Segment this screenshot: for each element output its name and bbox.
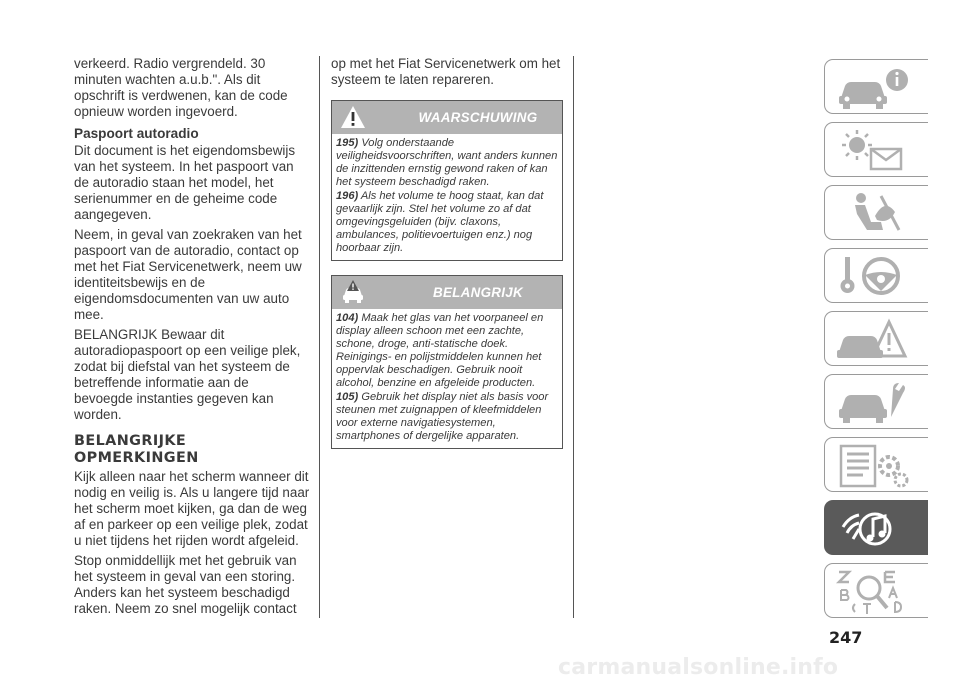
important-item — [336, 312, 559, 390]
key-steering-wheel-icon — [833, 253, 913, 300]
page-number: 247 — [829, 628, 863, 647]
important-item-text: Gebruik het display niet als basis voor steunen met zuignappen of kleefmiddelen voor externe navigatiesystemen, smartphones of dergelijke apparaten. — [336, 391, 549, 442]
car-emergency-icon — [833, 316, 913, 363]
technical-data-icon — [833, 442, 913, 489]
warning-box-body — [332, 134, 562, 260]
heading-important-notes: BELANGRIJKE OPMERKINGEN — [74, 433, 199, 466]
important-item — [336, 391, 559, 443]
multimedia-icon — [833, 505, 913, 552]
warning-box — [331, 100, 563, 261]
chapter-tab-maintenance[interactable] — [824, 374, 928, 429]
alphabetical-index-icon — [833, 568, 913, 615]
paragraph-passport-keep: BELANGRIJK Bewaar dit autoradiopaspoort op een veilige plek, zodat bij diefstal van het systeem de betreffende informatie aan de bevoegde instanties gegeven kan worden. — [74, 327, 301, 422]
column-divider-left — [319, 56, 320, 618]
chapter-tabs — [824, 59, 928, 618]
important-item-text: Maak het glas van het voorpaneel en display alleen schoon met een zachte, schone, droge, anti-statische doek. Reinigings- en polijstmiddelen kunnen het oppervlak beschadigen. Gebruik nooit alcohol, benzine en afgeleide producten. — [336, 312, 544, 389]
warning-triangle-icon — [340, 104, 366, 130]
middle-column — [331, 56, 563, 463]
car-caution-icon — [340, 279, 366, 305]
chapter-tab-lights[interactable] — [824, 122, 928, 177]
warning-item-number: 196) — [336, 190, 359, 202]
warning-item — [336, 190, 559, 255]
paragraph-passport-document: Dit document is het eigendomsbewijs van het systeem. In het paspoort van de autoradio staan het model, het serienummer en de geheime code aangegeven. — [74, 143, 296, 222]
paragraph-radio-locked: verkeerd. Radio vergrendeld. 30 minuten wachten a.u.b.". Als dit opschrift is verdwenen, kan de code opnieuw worden ingevoerd. — [74, 56, 288, 119]
watermark-text: carmanualsonline.info — [558, 655, 839, 680]
paragraph-malfunction: Stop onmiddellijk met het gebruik van het systeem in geval van een storing. Anders kan het systeem beschadigd raken. Neem zo snel mogelijk contact — [74, 553, 297, 616]
important-item-number: 104) — [336, 312, 359, 324]
column-divider-right — [573, 56, 574, 618]
paragraph-passport-lost: Neem, in geval van zoekraken van het paspoort van de autoradio, contact op met het Fiat Servicenetwerk, neem uw identiteitsbewijs en de eigendomsdocumenten van uw auto mee. — [74, 227, 302, 322]
warning-box-header — [332, 101, 562, 134]
chapter-tab-technical-data[interactable] — [824, 437, 928, 492]
seat-airbag-icon — [833, 190, 913, 237]
lights-message-icon — [833, 127, 913, 174]
important-box — [331, 275, 563, 449]
left-column — [74, 56, 310, 621]
warning-item-text: Volg onderstaande veiligheidsvoorschriften, want anders kunnen de inzittenden ernstig gewond raken of kan het systeem beschadigd raken. — [336, 137, 558, 188]
important-item-number: 105) — [336, 391, 359, 403]
chapter-tab-starting-driving[interactable] — [824, 248, 928, 303]
heading-passport: Paspoort autoradio — [74, 126, 199, 141]
important-box-body — [332, 309, 562, 448]
important-box-title: BELANGRIJK — [432, 285, 524, 300]
chapter-tab-multimedia[interactable] — [824, 500, 928, 555]
warning-item — [336, 137, 559, 189]
important-box-header — [332, 276, 562, 309]
chapter-tab-index[interactable] — [824, 563, 928, 618]
chapter-tab-dashboard[interactable] — [824, 59, 928, 114]
warning-item-text: Als het volume te hoog staat, kan dat gevaarlijk zijn. Stel het volume zo af dat omgevingsgeluiden (bijv. claxons, ambulances, politievoertuigen enz.) nog hoorbaar zijn. — [336, 190, 544, 254]
car-info-icon — [833, 64, 913, 111]
car-maintenance-icon — [833, 379, 913, 426]
warning-item-number: 195) — [336, 137, 359, 149]
chapter-tab-emergency[interactable] — [824, 311, 928, 366]
warning-box-title: WAARSCHUWING — [418, 110, 538, 125]
paragraph-screen-safety: Kijk alleen naar het scherm wanneer dit nodig en veilig is. Als u langere tijd naar het scherm moet kijken, ga dan de weg af en parkeer op een veilige plek, zodat u niet tijdens het rijden wordt afgeleid. — [74, 469, 310, 548]
chapter-tab-safety[interactable] — [824, 185, 928, 240]
paragraph-contact-service: op met het Fiat Servicenetwerk om het systeem te laten repareren. — [331, 56, 561, 87]
